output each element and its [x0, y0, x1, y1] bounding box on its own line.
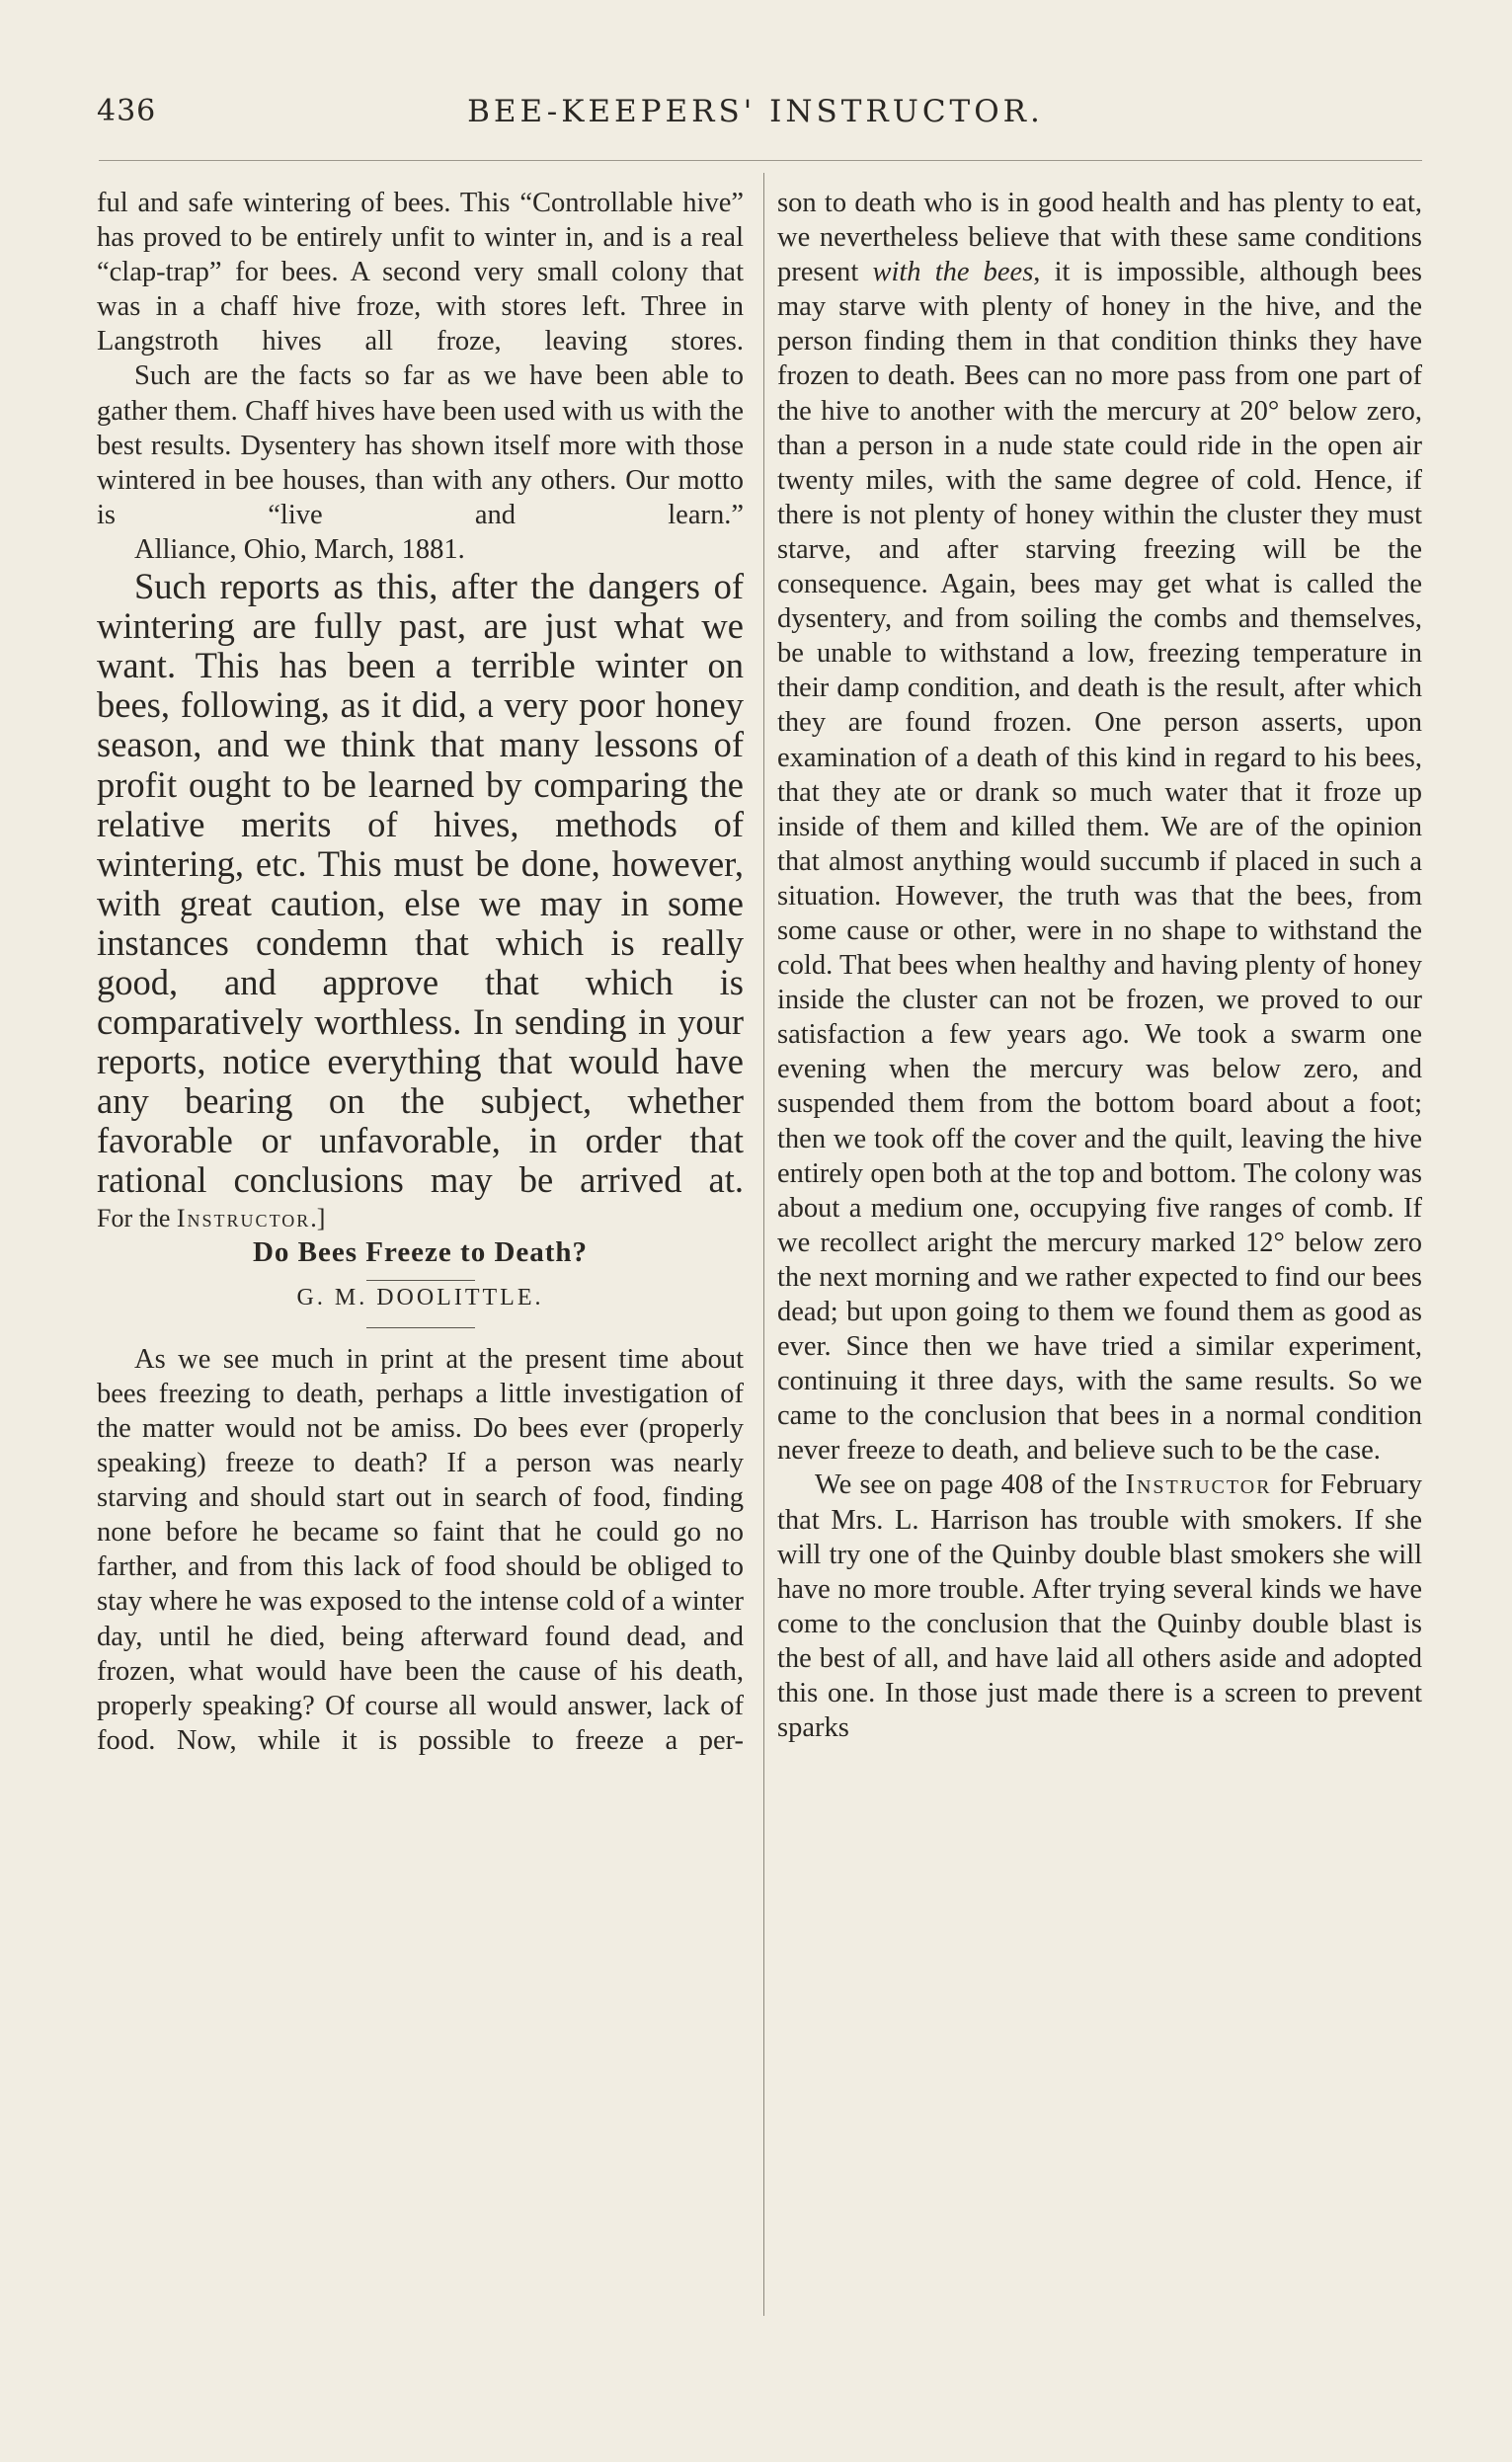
article-title: Do Bees Freeze to Death? [252, 1235, 589, 1268]
header-rule [99, 160, 1422, 161]
source-line [97, 1201, 744, 1235]
page-header [89, 94, 1422, 133]
right-paragraph-1 [777, 186, 1422, 1468]
right-p2-b: for February that Mrs. L. Harrison has trouble with smokers. If she will try one of the Quinby double blast smokers she will have no more trouble. After trying several kinds we have come to the conclusion that the Quinby double blast is the best of all, and have laid all others aside and adopted this one. In those just made there is a screen to prevent sparks [777, 1469, 1422, 1744]
left-column [97, 186, 744, 1758]
left-paragraph-3: As we see much in print at the present time about bees freezing to death, perhaps a little investigation of the matter would not be amiss. Do bees ever (properly speaking) freeze to death? If a person was nearly starving and should start out in search of food, finding none before he became so faint that he could go no farther, and from this lack of food should be obliged to stay where he was exposed to the intense cold of a winter day, until he died, being afterward found dead, and frozen, what would have been the cause of his death, properly speaking? Of course all would answer, lack of food. Now, while it is possible to freeze a per- [97, 1343, 744, 1756]
source-name: Instructor [176, 1203, 311, 1232]
source-prefix: For the [97, 1203, 177, 1232]
running-title: BEE-KEEPERS' INSTRUCTOR. [467, 94, 1044, 129]
editorial-note: Such reports as this, after the dangers of wintering are fully past, are just what we want. This has been a terrible winter on bees, following, as it did, a very poor honey season, and we think that many lessons of profit ought to be learned by comparing the relative merits of hives, methods of wintering, etc. This must be done, however, with great caution, else we may in some instances condemn that which is really good, and approve that which is comparatively worthless. In sending in your reports, notice everything that would have any bearing on the subject, whether favorable or unfavorable, in order that rational conclusions may be arrived at. [97, 566, 744, 1201]
page-number: 436 [97, 94, 157, 128]
right-p1-emphasis: with the bees [872, 257, 1034, 288]
left-paragraph-1: ful and safe wintering of bees. This “Controllable hive” has proved to be entirely unfit to winter in, and is a real “clap-trap” for bees. A second very small colony that was in a chaff hive froze, with stores left. Three in Langstroth hives all froze, leaving stores. [97, 188, 744, 357]
right-p1-a: son to death who is in good health and has plenty to eat, we nevertheless believe that with these same conditions present [777, 188, 1422, 288]
right-p2-a: We see on page 408 of the [815, 1469, 1126, 1501]
source-suffix: .] [310, 1203, 326, 1232]
dateline: Alliance, Ohio, March, 1881. [134, 533, 465, 565]
right-paragraph-2 [777, 1468, 1422, 1745]
left-paragraph-2: Such are the facts so far as we have been able to gather them. Chaff hives have been used with us with the best results. Dysentery has shown itself more with those wintered in bee houses, than with any others. Our motto is “live and learn.” [97, 360, 744, 530]
byline: G. M. DOOLITTLE. [296, 1284, 544, 1310]
right-column [777, 186, 1422, 1745]
column-divider [763, 173, 764, 2316]
right-p1-b: , it is impossible, although bees may starve with plenty of honey in the hive, and the person finding them in that condition thinks they have frozen to death. Bees can no more pass from one part of the hive to another with the mercury at 20° below zero, than a person in a nude state could ride in the open air twenty miles, with the same degree of cold. Hence, if there is not plenty of honey within the cluster they must starve, and after starving freezing will be the consequence. Again, bees may get what is called the dysentery, and from soiling the combs and themselves, be unable to withstand a low, freezing temperature in their damp condition, and death is the result, after which they are found frozen. One person asserts, upon examination of a death of this kind in regard to his bees, that they ate or drank so much water that it froze up inside of them and killed them. We are of the opinion that almost anything would succumb if placed in such a situation. However, the truth was that the bees, from some cause or other, were in no shape to withstand the cold. That bees when healthy and having plenty of honey inside the cluster can not be frozen, we proved to our satisfaction a few years ago. We took a swarm one evening when the mercury was below zero, and suspended them from the bottom board about a foot; then we took off the cover and the quilt, leaving the hive entirely open both at the top and bottom. The colony was about a medium one, occupying five ranges of comb. If we recollect aright the mercury marked 12° below zero the next morning and we rather expected to find our bees dead; but upon going to them we found them as good as ever. Since then we have tried a similar experiment, continuing it three days, with the same results. So we came to the conclusion that bees in a normal condition never freeze to death, and believe such to be the case. [777, 257, 1422, 1467]
byline-rule [366, 1327, 475, 1328]
right-p2-journal: Instructor [1125, 1469, 1272, 1501]
